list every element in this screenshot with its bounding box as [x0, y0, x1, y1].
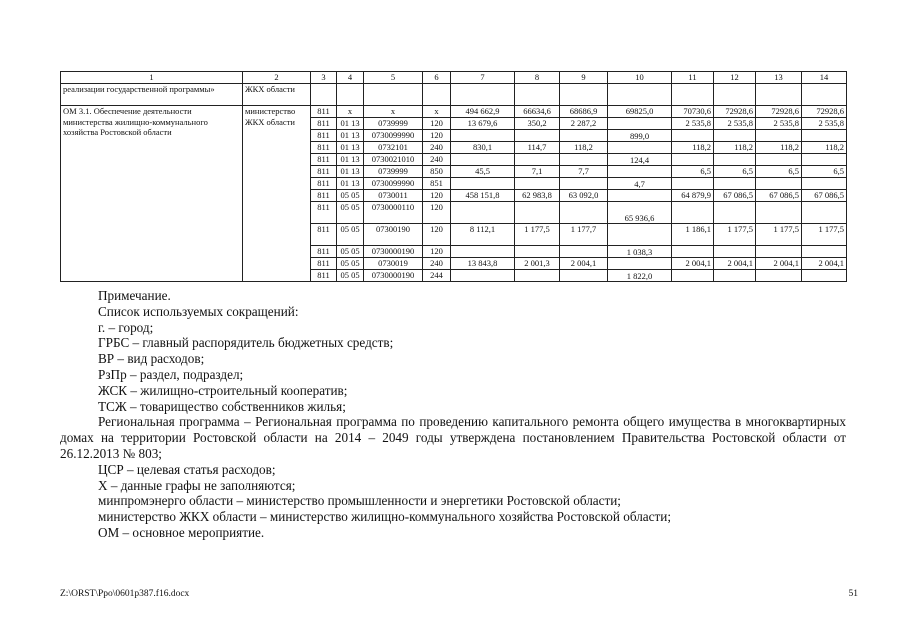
cell-v11 [672, 246, 714, 258]
cell-v11 [672, 154, 714, 166]
note-line: ГРБС – главный распорядитель бюджетных средств; [98, 335, 394, 351]
cell-v14: 6,5 [802, 166, 847, 178]
cell-grbs: 811 [311, 246, 337, 258]
header-cell: 5 [364, 72, 423, 84]
header-cell: 9 [560, 72, 608, 84]
cell-v10 [608, 166, 672, 178]
cell-grbs: 811 [311, 142, 337, 154]
cell-v12: 72928,6 [714, 106, 756, 118]
cell-v8: 66634,6 [515, 106, 560, 118]
cell-csr: 0739999 [364, 118, 423, 130]
cell-grbs: 811 [311, 190, 337, 202]
cell-v9 [560, 154, 608, 166]
cell-rzpr: 05 05 [337, 270, 364, 282]
cell-v14 [802, 246, 847, 258]
cell-v12: 6,5 [714, 166, 756, 178]
cell-v11: 2 535,8 [672, 118, 714, 130]
cell-v12: 1 177,5 [714, 224, 756, 246]
event-executor-cell: министерство ЖКХ области [243, 106, 311, 282]
cell-v7: 494 662,9 [451, 106, 515, 118]
cell-v9: 2 287,2 [560, 118, 608, 130]
cell-rzpr: 05 05 [337, 202, 364, 224]
cell-v8: 350,2 [515, 118, 560, 130]
cell-v13 [756, 270, 802, 282]
cell-v9: 63 092,0 [560, 190, 608, 202]
cell-v9 [560, 178, 608, 190]
cell-vr: 120 [423, 130, 451, 142]
cell-v11: 6,5 [672, 166, 714, 178]
cell-v13 [756, 202, 802, 224]
cell-v14 [802, 202, 847, 224]
cell-v11 [672, 130, 714, 142]
notes-section [60, 288, 846, 541]
cell-v7 [451, 270, 515, 282]
cell-csr: 0730011 [364, 190, 423, 202]
cell-v14 [802, 270, 847, 282]
cell-vr: 120 [423, 118, 451, 130]
cell-v8: 114,7 [515, 142, 560, 154]
cell-vr: 244 [423, 270, 451, 282]
cell-rzpr: 01 13 [337, 166, 364, 178]
cell-vr: 851 [423, 178, 451, 190]
cell-v12: 2 004,1 [714, 258, 756, 270]
cell-csr: 0732101 [364, 142, 423, 154]
cell-v14: 2 004,1 [802, 258, 847, 270]
header-cell: 10 [608, 72, 672, 84]
program-name-cell: реализации государственной программы» [61, 84, 243, 106]
cell-v9 [560, 130, 608, 142]
header-cell: 13 [756, 72, 802, 84]
note-line: РзПр – раздел, подраздел; [98, 366, 244, 382]
cell-rzpr: 01 13 [337, 118, 364, 130]
cell-grbs: 811 [311, 258, 337, 270]
cell-v10: 4,7 [608, 178, 672, 190]
cell-vr: 120 [423, 246, 451, 258]
cell-v14 [802, 178, 847, 190]
cell-v14: 72928,6 [802, 106, 847, 118]
cell-v10 [608, 142, 672, 154]
header-cell: 6 [423, 72, 451, 84]
cell-grbs: 811 [311, 130, 337, 142]
cell-csr: 07300190 [364, 224, 423, 246]
cell-grbs: 811 [311, 270, 337, 282]
cell-vr: 120 [423, 190, 451, 202]
cell-v10 [608, 190, 672, 202]
cell-v11: 118,2 [672, 142, 714, 154]
cell-csr: 0730000190 [364, 270, 423, 282]
cell-v13 [756, 154, 802, 166]
note-line: ВР – вид расходов; [98, 351, 205, 367]
cell-v10 [608, 224, 672, 246]
cell-v14: 67 086,5 [802, 190, 847, 202]
cell-v13: 1 177,5 [756, 224, 802, 246]
cell-v8 [515, 246, 560, 258]
cell-v11: 2 004,1 [672, 258, 714, 270]
header-cell: 8 [515, 72, 560, 84]
cell-v9: 118,2 [560, 142, 608, 154]
cell-v10: 1 822,0 [608, 270, 672, 282]
cell-rzpr: 05 05 [337, 258, 364, 270]
cell-v13: 118,2 [756, 142, 802, 154]
header-cell: 11 [672, 72, 714, 84]
header-cell: 3 [311, 72, 337, 84]
footer-file-path: Z:\ORST\Ppo\0601p387.f16.docx [60, 589, 190, 599]
note-line: министерство ЖКХ области – министерство жилищно-коммунального хозяйства Ростовской области; [98, 509, 671, 525]
cell-v8: 2 001,3 [515, 258, 560, 270]
cell-v12: 67 086,5 [714, 190, 756, 202]
cell-vr: х [423, 106, 451, 118]
cell-csr: 0730021010 [364, 154, 423, 166]
cell-grbs: 811 [311, 154, 337, 166]
cell-v9 [560, 246, 608, 258]
cell-v9 [560, 202, 608, 224]
cell-v12: 2 535,8 [714, 118, 756, 130]
cell-v13 [756, 178, 802, 190]
cell-v11: 70730,6 [672, 106, 714, 118]
cell-rzpr: 05 05 [337, 246, 364, 258]
cell-v12 [714, 246, 756, 258]
cell-csr: 0730099990 [364, 130, 423, 142]
cell-rzpr: 01 13 [337, 142, 364, 154]
cell-v11 [672, 202, 714, 224]
note-line: г. – город; [98, 319, 154, 335]
note-line: ЖСК – жилищно-строительный кооператив; [98, 382, 348, 398]
cell-v14 [802, 154, 847, 166]
note-line: ОМ – основное мероприятие. [98, 524, 265, 540]
cell-v8: 1 177,5 [515, 224, 560, 246]
cell-vr: 240 [423, 258, 451, 270]
note-line: Региональная программа – Региональная программа по проведению капитального ремонта общего имущества в многоквартирных домах на территории Ростовской области на 2014 – 2049 годы утверждена постановлением Правительства Ростовской области от 26.12.2013 № 803; [60, 414, 846, 461]
cell-v7 [451, 178, 515, 190]
cell-csr: 0730000110 [364, 202, 423, 224]
cell-rzpr: х [337, 106, 364, 118]
cell-vr: 120 [423, 224, 451, 246]
cell-v9: 1 177,7 [560, 224, 608, 246]
cell-rzpr: 01 13 [337, 178, 364, 190]
cell-v14 [802, 130, 847, 142]
cell-v12 [714, 202, 756, 224]
budget-table [60, 71, 847, 282]
cell-v13: 2 535,8 [756, 118, 802, 130]
cell-v11: 1 186,1 [672, 224, 714, 246]
header-cell: 1 [61, 72, 243, 84]
cell-v7 [451, 246, 515, 258]
cell-csr: х [364, 106, 423, 118]
cell-v13 [756, 130, 802, 142]
cell-csr: 0730099990 [364, 178, 423, 190]
cell-v7: 45,5 [451, 166, 515, 178]
page-number: 51 [848, 589, 858, 599]
cell-v7: 8 112,1 [451, 224, 515, 246]
cell-v8: 7,1 [515, 166, 560, 178]
cell-grbs: 811 [311, 106, 337, 118]
cell-v8 [515, 178, 560, 190]
cell-v7 [451, 202, 515, 224]
header-cell: 2 [243, 72, 311, 84]
note-line: минпромэнерго области – министерство промышленности и энергетики Ростовской области; [98, 493, 621, 509]
cell-v10: 1 038,3 [608, 246, 672, 258]
cell-vr: 850 [423, 166, 451, 178]
cell-v12: 118,2 [714, 142, 756, 154]
cell-v8 [515, 130, 560, 142]
cell-vr: 120 [423, 202, 451, 224]
cell-v12 [714, 270, 756, 282]
table-header-row [61, 72, 847, 84]
cell-v12 [714, 178, 756, 190]
note-line: ЦСР – целевая статья расходов; [98, 461, 276, 477]
cell-v13: 6,5 [756, 166, 802, 178]
table-row [61, 84, 847, 106]
header-cell: 12 [714, 72, 756, 84]
cell-v7: 830,1 [451, 142, 515, 154]
cell-grbs: 811 [311, 118, 337, 130]
cell-v7: 13 843,8 [451, 258, 515, 270]
header-cell: 14 [802, 72, 847, 84]
cell-rzpr: 05 05 [337, 224, 364, 246]
cell-v13 [756, 246, 802, 258]
cell-v7 [451, 130, 515, 142]
cell-v12 [714, 130, 756, 142]
cell-v12 [714, 154, 756, 166]
cell-v14: 118,2 [802, 142, 847, 154]
cell-v8: 62 983,8 [515, 190, 560, 202]
cell-csr: 0739999 [364, 166, 423, 178]
cell-v10: 124,4 [608, 154, 672, 166]
cell-v14: 2 535,8 [802, 118, 847, 130]
cell-v7: 458 151,8 [451, 190, 515, 202]
cell-v7: 13 679,6 [451, 118, 515, 130]
cell-v10: 65 936,6 [608, 202, 672, 224]
cell-v10 [608, 118, 672, 130]
cell-v13: 2 004,1 [756, 258, 802, 270]
note-line: Примечание. [98, 288, 171, 303]
cell-v10: 69825,0 [608, 106, 672, 118]
cell-v11 [672, 270, 714, 282]
note-line: Список используемых сокращений: [98, 303, 299, 319]
cell-v9: 2 004,1 [560, 258, 608, 270]
event-name-cell: ОМ 3.1. Обеспечение деятельности министерства жилищно-коммунального хозяйства Ростовской области [61, 106, 243, 282]
cell-rzpr: 01 13 [337, 154, 364, 166]
cell-grbs: 811 [311, 166, 337, 178]
cell-v13: 72928,6 [756, 106, 802, 118]
cell-grbs: 811 [311, 224, 337, 246]
cell-v9: 7,7 [560, 166, 608, 178]
cell-vr: 240 [423, 154, 451, 166]
cell-grbs: 811 [311, 202, 337, 224]
cell-csr: 0730000190 [364, 246, 423, 258]
cell-v14: 1 177,5 [802, 224, 847, 246]
cell-v10 [608, 258, 672, 270]
cell-v8 [515, 270, 560, 282]
executor-cell: ЖКХ области [243, 84, 311, 106]
note-line: ТСЖ – товарищество собственников жилья; [98, 398, 346, 414]
cell-v7 [451, 154, 515, 166]
cell-v9: 68686,9 [560, 106, 608, 118]
cell-rzpr: 05 05 [337, 190, 364, 202]
cell-csr: 0730019 [364, 258, 423, 270]
header-cell: 4 [337, 72, 364, 84]
cell-v8 [515, 154, 560, 166]
table-row [61, 106, 847, 118]
cell-v10: 899,0 [608, 130, 672, 142]
cell-v8 [515, 202, 560, 224]
cell-v11: 64 879,9 [672, 190, 714, 202]
note-line: Х – данные графы не заполняются; [98, 477, 296, 493]
cell-rzpr: 01 13 [337, 130, 364, 142]
cell-vr: 240 [423, 142, 451, 154]
cell-v13: 67 086,5 [756, 190, 802, 202]
header-cell: 7 [451, 72, 515, 84]
cell-v11 [672, 178, 714, 190]
cell-v9 [560, 270, 608, 282]
cell-grbs: 811 [311, 178, 337, 190]
